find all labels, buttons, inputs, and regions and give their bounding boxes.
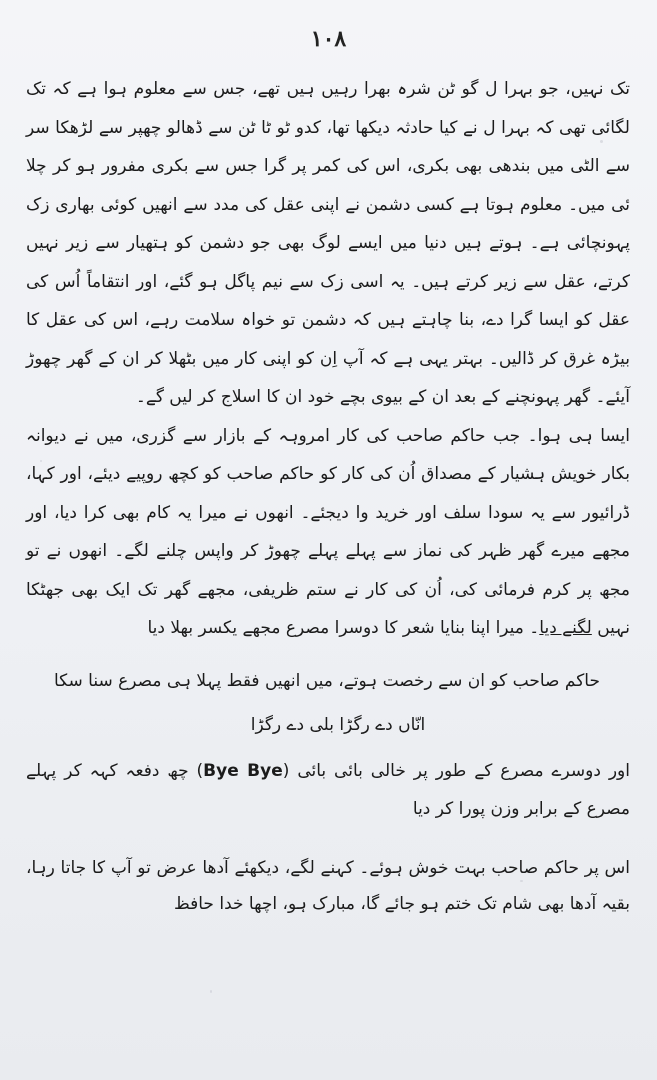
paragraph-4: اور دوسرے مصرع کے طور پر خالی بائی بائی (Bye Bye) چھ دفعہ کہہ کر پہلے مصرع کے برابر وزن پورا کر دیا: [26, 760, 630, 819]
paragraph-1: تک نہیں، جو بہرا ل گو ٹن شرہ بھرا رہیں ہیں تھے، جس سے معلوم ہوا ہے کہ تک لگائی تھی کہ بہرا ل نے کیا حادثہ دیکھا تھا، کدو ٹو ٹا ٹن سے ڈھالو چھپر سے لڑھکا سر سے الٹی میں بندھی بھی بکری، اس کی کمر پر گرا جس سے بکری مفرور ہو کر چلا ئی میں۔ معلوم ہوتا ہے کسی دشمن نے اپنی عقل کی مدد سے انھیں کوئی بھاری زک پہونچائی ہے۔ ہوتے ہیں دنیا میں ایسے لوگ بھی جو دشمن کو ہتھیار سے زیر نہیں کرتے، عقل سے زیر کرتے ہیں۔ یہ اسی زک سے نیم پاگل ہو گئے، اور انتقاماً اُس کی عقل کو ایسا گرا دے، بنا چاہتے ہیں کہ دشمن تو خواہ سلامت رہے، اس کی عقل کا بیڑہ غرق کر ڈالیں۔ بہتر یہی ہے کہ آپ اِن کو اپنی کار میں بٹھلا کر ان کے گھر چھوڑ آیئے۔ گھر پہونچنے کے بعد ان کے بیوی بچے خود ان کا اسلاج کر لیں گے۔: [26, 79, 630, 407]
bye-bye-latin-text: Bye Bye: [203, 760, 283, 781]
paper-speck: [210, 990, 212, 993]
verse-line: انّاں دے رگڑا بلی دے رگڑا: [250, 714, 426, 735]
paragraph-3: حاکم صاحب کو ان سے رخصت ہوتے، میں انھیں فقط پہلا ہی مصرع سنا سکا: [53, 670, 600, 691]
paragraph-4-ending: چھ دفعہ کہہ کر پہلے مصرع کے برابر وزن پورا کر دیا: [26, 760, 630, 819]
paragraph-4-text: اور دوسرے مصرع کے طور پر خالی بائی بائی: [297, 760, 630, 781]
paragraph-2-underlined-text: لگنے دیا: [539, 618, 592, 638]
paragraph-2-ending: ۔ میرا اپنا بنایا شعر کا دوسرا مصرع مجھے یکسر بھلا دیا: [147, 618, 540, 638]
page-number: ١٠٨: [310, 26, 347, 52]
paragraph-2-text: ایسا ہی ہوا۔ جب حاکم صاحب کی کار امروہہ کے بازار سے گزری، میں نے دیوانہ بکار خویش ہشیار کے مصداق اُن کی کار کو حاکم صاحب کو کچھ روپیے دیئے، اور کہا، ڈرائیور سے یہ سودا سلف اور خرید وا دیجئے۔ انھوں نے میرا یہ کام بھی کرا دیا، اور مجھے میرے گھر ظہر کی نماز سے پہلے پہلے چھوڑ کر واپس چلنے لگے۔ انھوں نے تو مجھ پر کرم فرمائی کی، اُن کی کار نے ستم ظریفی، مجھے گھر تک ایک بھی جھٹکا نہیں: [26, 425, 630, 638]
page-body: [26, 70, 630, 922]
paragraph-2: [26, 417, 630, 648]
paragraph-5: اس پر حاکم صاحب بہت خوش ہوئے۔ کہنے لگے، دیکھئے آدھا عرض تو آپ کا جاتا رہا، بقیہ آدھا بھی شام تک ختم ہو جائے گا، مبارک ہو، اچھا خدا حافظ: [26, 857, 630, 914]
